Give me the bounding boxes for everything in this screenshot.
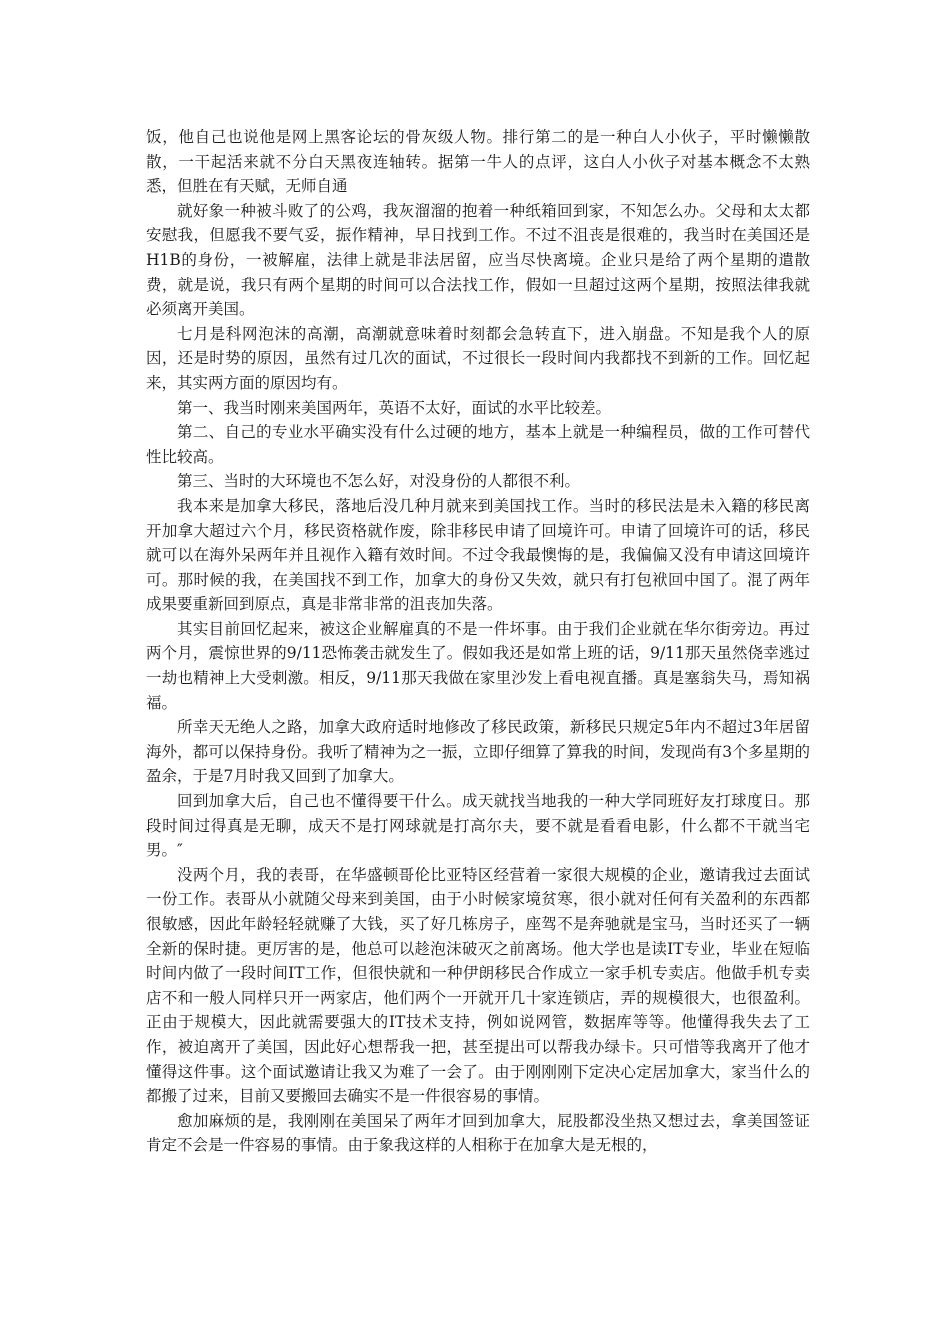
document-page bbox=[146, 125, 810, 1158]
paragraph-6: 第三、当时的大环境也不怎么好，对没身份的人都很不利。 bbox=[177, 472, 581, 491]
paragraph-3: 七月是科网泡沫的高潮，高潮就意味着时刻都会急转直下，进入崩盘。不知是我个人的原因，还是时势的原因，虽然有过几次的面试，不过很长一段时间内我都找不到新的工作。回忆起来，其实两方面的原因均有。 bbox=[146, 324, 810, 392]
paragraph-7: 我本来是加拿大移民，落地后没几种月就来到美国找工作。当时的移民法是未入籍的移民离开加拿大超过六个月，移民资格就作废，除非移民申请了回境许可。申请了回境许可的话，移民就可以在海外呆两年并且视作入籍有效时间。不过令我最懊悔的是，我偏偏又没有申请这回境许可。那时候的我，在美国找不到工作，加拿大的身份又失效，就只有打包袱回中国了。混了两年成果要重新回到原点，真是非常非常的沮丧加失落。 bbox=[146, 496, 810, 614]
paragraph-2: 就好象一种被斗败了的公鸡，我灰溜溜的抱着一种纸箱回到家，不知怎么办。父母和太太都安慰我，但愿我不要气妥，振作精神，早日找到工作。不过不沮丧是很难的，我当时在美国还是H1B的身份，一被解雇，法律上就是非法居留，应当尽快离境。企业只是给了两个星期的遣散费，就是说，我只有两个星期的时间可以合法找工作，假如一旦超过这两个星期，按照法律我就必须离开美国。 bbox=[146, 201, 810, 319]
paragraph-1: 饭，他自己也说他是网上黑客论坛的骨灰级人物。排行第二的是一种白人小伙子，平时懒懒散散，一干起活来就不分白天黑夜连轴转。据第一牛人的点评，这白人小伙子对基本概念不太熟悉，但胜在有天赋，无师自通 bbox=[146, 128, 810, 196]
paragraph-4: 第一、我当时刚来美国两年，英语不太好，面试的水平比较差。 bbox=[177, 398, 612, 417]
paragraph-8: 其实目前回忆起来，被这企业解雇真的不是一件坏事。由于我们企业就在华尔街旁边。再过两个月，震惊世界的9/11恐怖袭击就发生了。假如我还是如常上班的话，9/11那天虽然侥幸逃过一劫也精神上大受刺激。相反，9/11那天我做在家里沙发上看电视直播。真是塞翁失马，焉知祸福。 bbox=[146, 619, 810, 712]
paragraph-11: 没两个月，我的表哥，在华盛顿哥伦比亚特区经营着一家很大规模的企业，邀请我过去面试一份工作。表哥从小就随父母来到美国，由于小时候家境贫寒，很小就对任何有关盈利的东西都很敏感，因此年龄轻轻就赚了大钱，买了好几栋房子，座驾不是奔驰就是宝马，当时还买了一辆全新的保时捷。更厉害的是，他总可以趁泡沫破灭之前离场。他大学也是读IT专业，毕业在短临时间内做了一段时间IT工作，但很快就和一种伊朗移民合作成立一家手机专卖店。他做手机专卖店不和一般人同样只开一两家店，他们两个一开就开几十家连锁店，弄的规模很大，也很盈利。正由于规模大，因此就需要强大的IT技术支持，例如说网管，数据库等等。他懂得我失去了工作，被迫离开了美国，因此好心想帮我一把，甚至提出可以帮我办绿卡。只可惜等我离开了他才懂得这件事。这个面试邀请让我又为难了一会了。由于刚刚刚下定决心定居加拿大，家当什么的都搬了过来，目前又要搬回去确实不是一件很容易的事情。 bbox=[146, 865, 810, 1106]
paragraph-5: 第二、自己的专业水平确实没有什么过硬的地方，基本上就是一种编程员，做的工作可替代性比较高。 bbox=[146, 423, 810, 466]
paragraph-9: 所幸天无绝人之路，加拿大政府适时地修改了移民政策，新移民只规定5年内不超过3年居留海外，都可以保持身份。我听了精神为之一振，立即仔细算了算我的时间，发现尚有3个多星期的盈余，于是7月时我又回到了加拿大。 bbox=[146, 718, 810, 786]
paragraph-10: 回到加拿大后，自己也不懂得要干什么。成天就找当地我的一种大学同班好友打球度日。那段时间过得真是无聊，成天不是打网球就是打高尔夫，要不就是看看电影，什么都不干就当宅男。″ bbox=[146, 792, 810, 860]
paragraph-12: 愈加麻烦的是，我刚刚在美国呆了两年才回到加拿大，屁股都没坐热又想过去，拿美国签证肯定不会是一件容易的事情。由于象我这样的人相称于在加拿大是无根的， bbox=[146, 1111, 810, 1155]
